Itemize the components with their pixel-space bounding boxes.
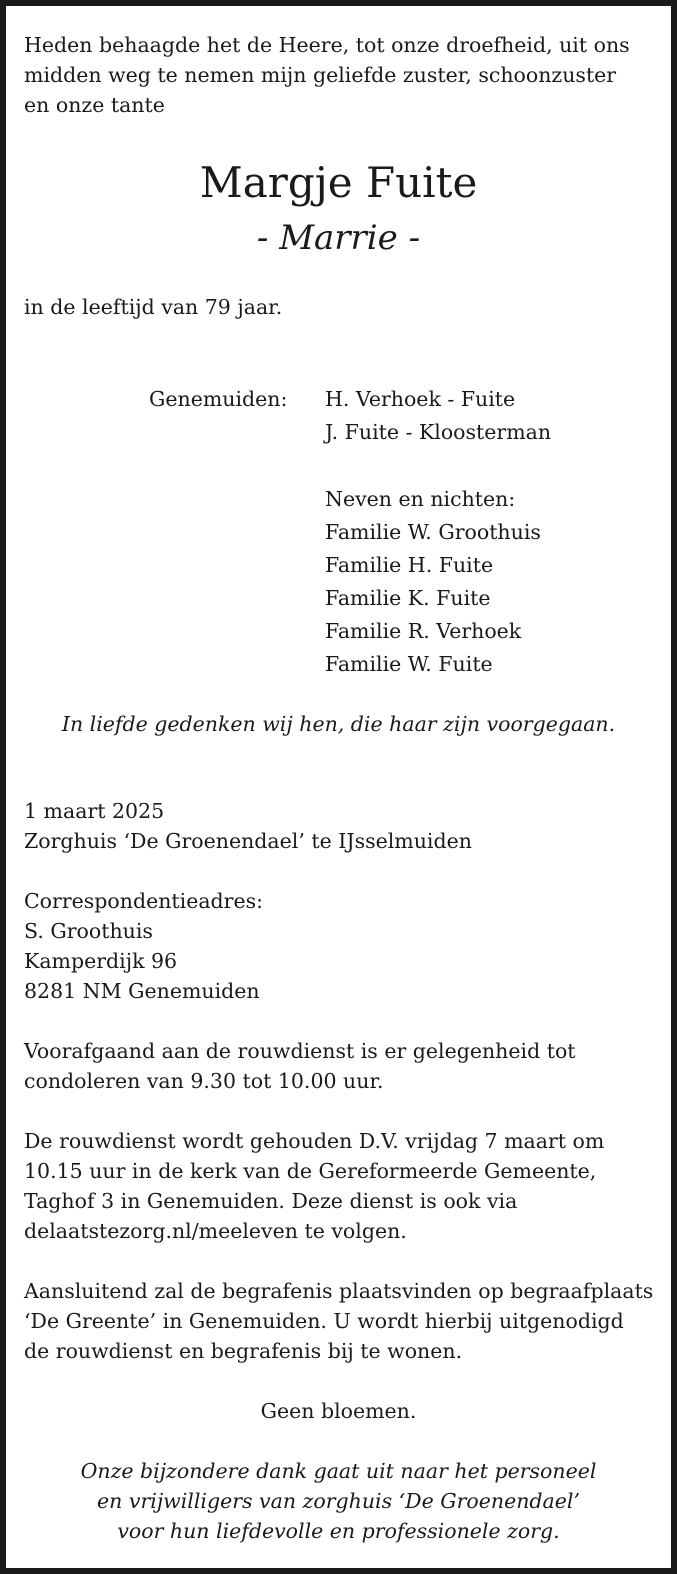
family-name: Familie W. Groothuis (325, 520, 541, 544)
intro-line: midden weg te nemen mijn geliefde zuster, schoonzuster (24, 63, 617, 87)
thanks-line: voor hun liefdevolle en professionele zorg. (117, 1519, 560, 1543)
deceased-name: Margje Fuite (199, 158, 478, 207)
service-line: De rouwdienst wordt gehouden D.V. vrijdag 7 maart om (24, 1129, 605, 1153)
service-line: delaatstezorg.nl/meeleven te volgen. (24, 1219, 407, 1243)
burial-text (24, 1276, 653, 1366)
age-text (24, 292, 282, 322)
no-flowers-text: Geen bloemen. (260, 1399, 417, 1423)
intro-line: Heden behaagde het de Heere, tot onze droefheid, uit ons (24, 33, 630, 57)
family-name: Familie H. Fuite (325, 553, 494, 577)
family-name: Familie W. Fuite (325, 652, 493, 676)
condolence-text (24, 1036, 576, 1096)
intro-line: en onze tante (24, 93, 165, 117)
death-place: Zorghuis ‘De Groenendael’ te IJsselmuiden (24, 829, 472, 853)
service-text (24, 1126, 604, 1246)
family-name: Familie R. Verhoek (325, 619, 522, 643)
intro-text (24, 30, 630, 120)
extended-family (325, 483, 541, 681)
burial-line: Aansluitend zal de begrafenis plaatsvinden op begraafplaats (24, 1279, 654, 1303)
extended-family-heading: Neven en nichten: (325, 487, 516, 511)
family-place: Genemuiden: (149, 387, 288, 411)
burial-line: de rouwdienst en begrafenis bij te wonen. (24, 1339, 463, 1363)
relative-name: H. Verhoek - Fuite (325, 387, 516, 411)
family-name: Familie K. Fuite (325, 586, 491, 610)
thanks-text (6, 1456, 671, 1546)
correspondence-heading: Correspondentieadres: (24, 889, 264, 913)
age-line: in de leeftijd van 79 jaar. (24, 295, 283, 319)
thanks-line: en vrijwilligers van zorghuis ‘De Groenendael’ (97, 1489, 580, 1513)
thanks-line: Onze bijzondere dank gaat uit naar het personeel (80, 1459, 597, 1483)
death-info (24, 796, 472, 856)
condolence-line: Voorafgaand aan de rouwdienst is er gelegenheid tot (24, 1039, 576, 1063)
service-line: 10.15 uur in de kerk van de Gereformeerde Gemeente, (24, 1159, 597, 1183)
close-relatives (325, 383, 551, 449)
remembrance-text: In liefde gedenken wij hen, die haar zijn voorgegaan. (61, 712, 616, 736)
correspondence-postal: 8281 NM Genemuiden (24, 979, 260, 1003)
burial-line: ‘De Greente’ in Genemuiden. U wordt hierbij uitgenodigd (24, 1309, 624, 1333)
relative-name: J. Fuite - Kloosterman (325, 420, 552, 444)
correspondence-street: Kamperdijk 96 (24, 949, 178, 973)
correspondence-address (24, 886, 263, 1006)
death-date: 1 maart 2025 (24, 799, 165, 823)
correspondence-name: S. Groothuis (24, 919, 153, 943)
deceased-nickname: - Marrie - (256, 218, 421, 258)
condolence-line: condoleren van 9.30 tot 10.00 uur. (24, 1069, 384, 1093)
service-line: Taghof 3 in Genemuiden. Deze dienst is ook via (24, 1189, 518, 1213)
